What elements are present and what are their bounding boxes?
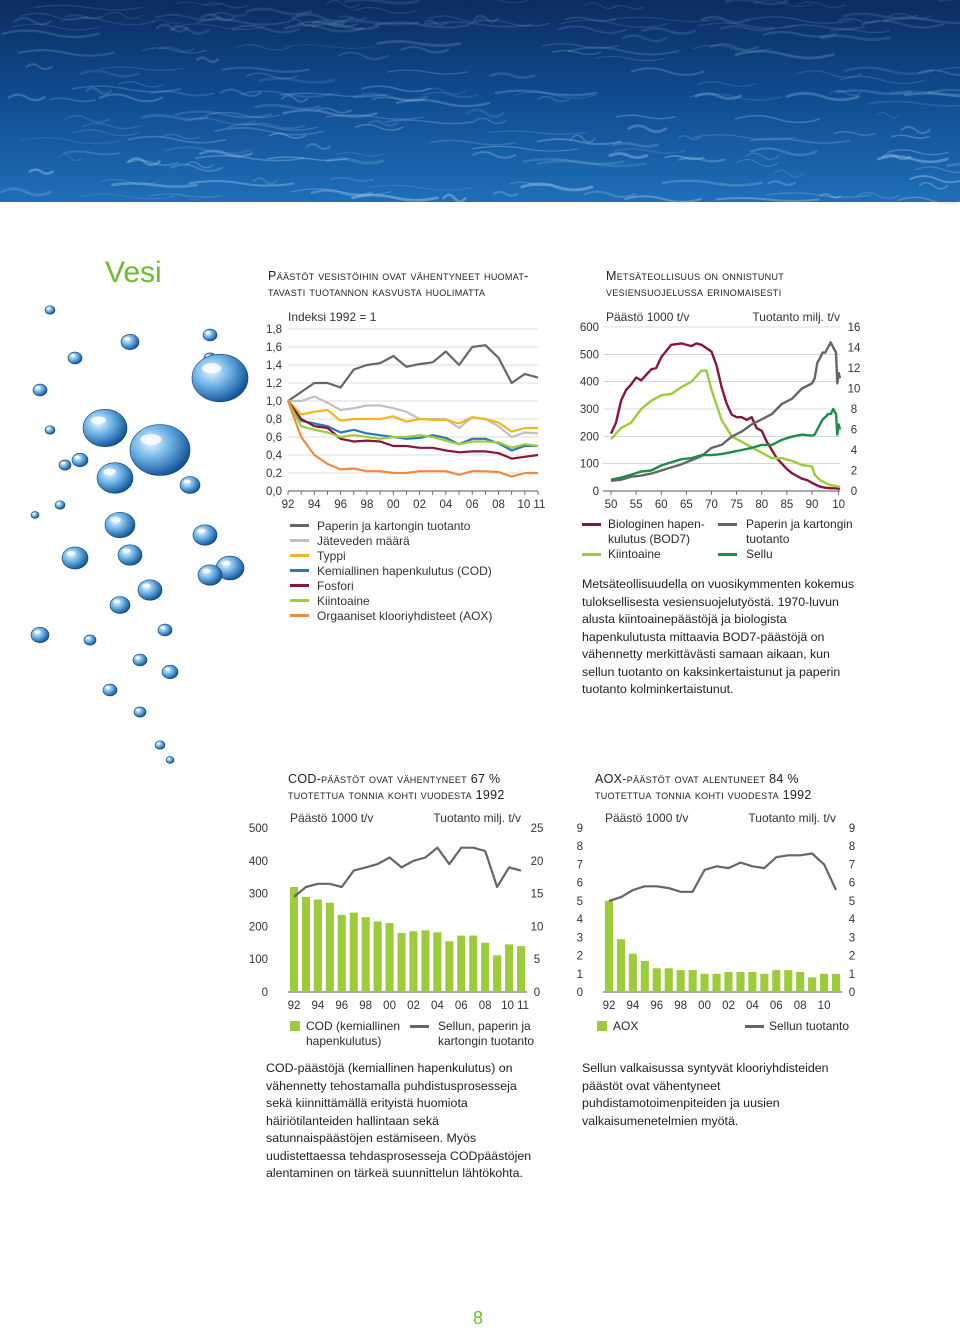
legend-label: kartongin tuotanto bbox=[438, 1034, 535, 1048]
x-tick-label: 94 bbox=[626, 1000, 640, 1012]
legend-swatch bbox=[290, 539, 309, 542]
water-droplet bbox=[192, 354, 248, 402]
aox-chart-title: AOX-päästöt ovat alentuneet 84 % tuotettua tonnia kohti vuodesta 1992 bbox=[595, 772, 812, 802]
series-line bbox=[288, 397, 538, 438]
legend-item bbox=[290, 608, 492, 623]
bar bbox=[386, 923, 394, 992]
right-axis-title: Tuotanto milj. t/v bbox=[433, 811, 521, 825]
x-tick-label: 02 bbox=[413, 499, 426, 511]
y-tick-label: 1,2 bbox=[266, 378, 282, 390]
aox-paragraph: Sellun valkaisussa syntyvät klooriyhdisteiden päästöt ovat vähentyneet puhdistamotoimenpiteiden ja uusien valkaisumenetelmien myötä. bbox=[582, 1061, 829, 1128]
x-tick-label: 75 bbox=[730, 499, 744, 511]
water-droplet bbox=[110, 597, 130, 614]
index-line-chart bbox=[255, 305, 555, 515]
bar bbox=[302, 897, 310, 992]
y-left-tick-label: 6 bbox=[576, 877, 583, 890]
legend-swatch bbox=[290, 614, 309, 617]
bar bbox=[290, 887, 298, 992]
water-droplet bbox=[45, 426, 55, 435]
bar bbox=[338, 915, 346, 992]
sea-photo bbox=[0, 0, 960, 202]
bar bbox=[617, 939, 625, 992]
y-right-tick-label: 10 bbox=[530, 921, 544, 934]
x-tick-label: 94 bbox=[307, 499, 321, 511]
x-tick-label: 85 bbox=[780, 499, 794, 511]
legend-label: kulutus (BOD7) bbox=[608, 532, 691, 546]
legend-label: Fosfori bbox=[317, 578, 354, 593]
y-right-tick-label: 2 bbox=[848, 950, 856, 963]
left-axis-title: Päästö 1000 t/v bbox=[290, 811, 374, 825]
x-tick-label: 10 11 bbox=[517, 499, 546, 511]
x-tick-label: 10 11 bbox=[501, 1000, 530, 1012]
legend-swatch bbox=[597, 1021, 607, 1031]
section-title: Vesi bbox=[105, 256, 162, 289]
left-axis-title: Päästö 1000 t/v bbox=[606, 310, 690, 324]
legend-label: Kemiallinen hapenkulutus (COD) bbox=[317, 563, 492, 578]
bar bbox=[481, 943, 489, 992]
x-tick-label: 02 bbox=[407, 1000, 420, 1012]
bar bbox=[409, 931, 417, 992]
bar bbox=[314, 900, 322, 993]
y-right-tick-label: 4 bbox=[850, 445, 858, 457]
y-right-tick-label: 0 bbox=[848, 987, 856, 999]
water-droplet bbox=[72, 453, 88, 467]
y-tick-label: 0,8 bbox=[266, 414, 282, 426]
y-left-tick-label: 200 bbox=[579, 431, 599, 444]
y-left-tick-label: 100 bbox=[579, 458, 599, 471]
y-left-tick-label: 7 bbox=[576, 859, 583, 872]
y-left-tick-label: 400 bbox=[248, 855, 268, 868]
cod-chart-legend bbox=[290, 1019, 560, 1051]
x-tick-label: 06 bbox=[769, 1000, 783, 1012]
y-right-tick-label: 6 bbox=[850, 424, 858, 437]
y-left-tick-label: 9 bbox=[576, 823, 583, 835]
x-tick-label: 10 bbox=[817, 1000, 831, 1012]
y-left-tick-label: 600 bbox=[579, 322, 599, 334]
legend-swatch bbox=[290, 599, 309, 602]
y-left-tick-label: 300 bbox=[248, 888, 268, 901]
y-tick-label: 1,8 bbox=[266, 324, 282, 336]
water-droplet bbox=[121, 334, 139, 349]
water-droplet bbox=[155, 741, 165, 750]
legend-label: Paperin ja kartongin bbox=[746, 517, 853, 531]
y-right-tick-label: 12 bbox=[847, 363, 861, 375]
legend-label: Orgaaniset klooriyhdisteet (AOX) bbox=[317, 608, 493, 623]
y-tick-label: 0,0 bbox=[266, 486, 282, 498]
legend-item bbox=[290, 518, 492, 533]
x-tick-label: 96 bbox=[334, 499, 348, 511]
x-tick-label: 08 bbox=[492, 499, 505, 511]
water-droplet bbox=[33, 384, 47, 396]
bar bbox=[605, 901, 613, 992]
x-tick-label: 08 bbox=[478, 1000, 492, 1012]
legend-label: Sellun, paperin ja bbox=[438, 1019, 531, 1033]
forest-industry-chart bbox=[570, 305, 870, 515]
legend-label: tuotanto bbox=[746, 532, 790, 546]
y-left-tick-label: 0 bbox=[261, 987, 268, 999]
x-tick-label: 98 bbox=[359, 1000, 373, 1012]
aox-bar-chart bbox=[570, 808, 870, 1013]
forest-chart-legend bbox=[582, 517, 882, 567]
x-tick-label: 04 bbox=[430, 1000, 444, 1012]
y-left-tick-label: 100 bbox=[248, 954, 268, 967]
series-line bbox=[294, 848, 521, 897]
bar bbox=[796, 972, 804, 992]
y-left-tick-label: 0 bbox=[576, 987, 583, 999]
x-tick-label: 60 bbox=[654, 499, 668, 511]
bar bbox=[326, 903, 334, 992]
y-left-tick-label: 8 bbox=[576, 841, 583, 854]
legend-label: Typpi bbox=[317, 548, 346, 563]
y-right-tick-label: 4 bbox=[848, 914, 856, 927]
right-axis-title: Tuotanto milj. t/v bbox=[748, 811, 836, 825]
y-right-tick-label: 25 bbox=[530, 823, 544, 835]
water-droplet bbox=[31, 512, 39, 519]
legend-label: hapenkulutus) bbox=[306, 1034, 382, 1048]
legend-swatch bbox=[410, 1025, 429, 1028]
bar bbox=[629, 954, 637, 992]
legend-swatch bbox=[290, 584, 309, 587]
y-left-tick-label: 1 bbox=[576, 968, 583, 981]
legend-item bbox=[290, 593, 492, 608]
legend-label: Kiintoaine bbox=[317, 593, 370, 608]
water-droplet bbox=[130, 425, 190, 476]
water-droplet bbox=[31, 627, 49, 642]
water-droplet bbox=[84, 635, 96, 645]
x-tick-label: 96 bbox=[335, 1000, 349, 1012]
x-tick-label: 92 bbox=[602, 1000, 616, 1012]
bar bbox=[641, 961, 649, 992]
right-axis-title: Tuotanto milj. t/v bbox=[752, 310, 840, 324]
bar bbox=[505, 944, 513, 992]
water-droplet bbox=[62, 547, 88, 569]
y-left-tick-label: 500 bbox=[248, 823, 268, 835]
y-left-tick-label: 5 bbox=[576, 895, 583, 908]
bar bbox=[457, 936, 465, 992]
water-droplet bbox=[162, 665, 178, 679]
y-right-tick-label: 8 bbox=[850, 404, 858, 416]
legend-item bbox=[290, 548, 492, 563]
x-tick-label: 70 bbox=[705, 499, 718, 511]
y-left-tick-label: 0 bbox=[592, 486, 599, 498]
series-line bbox=[288, 345, 538, 401]
bar bbox=[653, 968, 661, 992]
legend-swatch bbox=[582, 553, 601, 556]
water-droplet bbox=[83, 409, 127, 446]
legend-swatch bbox=[582, 523, 601, 526]
bar bbox=[832, 974, 840, 992]
y-right-tick-label: 15 bbox=[530, 888, 544, 901]
y-axis-title: Indeksi 1992 = 1 bbox=[288, 310, 377, 324]
x-tick-label: 08 bbox=[793, 1000, 807, 1012]
y-right-tick-label: 7 bbox=[848, 859, 856, 872]
bar bbox=[772, 970, 780, 992]
legend-item bbox=[290, 563, 492, 578]
y-right-tick-label: 14 bbox=[847, 342, 861, 355]
x-tick-label: 04 bbox=[439, 499, 453, 511]
water-droplets-decoration bbox=[20, 300, 250, 770]
bar bbox=[677, 970, 685, 992]
x-tick-label: 55 bbox=[629, 499, 643, 511]
bar bbox=[784, 970, 792, 992]
y-right-tick-label: 20 bbox=[530, 855, 544, 868]
y-right-tick-label: 1 bbox=[848, 968, 856, 981]
x-tick-label: 10 bbox=[832, 499, 846, 511]
y-right-tick-label: 2 bbox=[850, 465, 858, 478]
water-droplet bbox=[68, 352, 82, 364]
cod-bar-chart bbox=[248, 808, 555, 1013]
x-tick-label: 00 bbox=[383, 1000, 396, 1012]
y-left-tick-label: 300 bbox=[579, 404, 599, 416]
y-right-tick-label: 6 bbox=[848, 877, 856, 890]
legend-item bbox=[290, 533, 492, 548]
water-droplet bbox=[59, 460, 71, 470]
y-right-tick-label: 8 bbox=[848, 841, 856, 854]
water-droplet bbox=[55, 501, 65, 510]
x-tick-label: 02 bbox=[722, 1000, 735, 1012]
bar bbox=[469, 936, 477, 992]
bar bbox=[701, 974, 709, 992]
x-tick-label: 06 bbox=[465, 499, 479, 511]
x-tick-label: 00 bbox=[386, 499, 400, 511]
y-tick-label: 1,0 bbox=[266, 396, 282, 408]
y-left-tick-label: 2 bbox=[576, 950, 583, 963]
x-tick-label: 96 bbox=[650, 1000, 664, 1012]
forest-paragraph: Metsäteollisuudella on vuosikymmenten kokemus tuloksellisesta vesiensuojelutyöstä. 1970-luvun alusta kiintoainepäästöjä ja biologista hapenkulutusta mittaavia BOD7-päästöjä on vähennetty merkittävästi samaan aikaan, kun sellun tuotanto on kaksinkertaistunut ja paperin tuotanto kolminkertaistunut. bbox=[582, 577, 855, 696]
water-droplet bbox=[103, 684, 117, 696]
aox-chart-legend bbox=[597, 1019, 867, 1037]
legend-swatch bbox=[290, 524, 309, 527]
y-left-tick-label: 3 bbox=[576, 932, 583, 945]
water-droplet bbox=[45, 306, 55, 315]
legend-label: Jäteveden määrä bbox=[317, 533, 410, 548]
y-left-tick-label: 200 bbox=[248, 921, 268, 934]
legend-label: Sellun tuotanto bbox=[769, 1019, 850, 1033]
page-number: 8 bbox=[473, 1308, 484, 1328]
bar bbox=[760, 974, 768, 992]
bar bbox=[724, 972, 732, 992]
legend-label: COD (kemiallinen bbox=[306, 1019, 401, 1033]
water-droplet bbox=[198, 565, 222, 585]
y-right-tick-label: 0 bbox=[850, 486, 858, 498]
cod-paragraph: COD-päästöjä (kemiallinen hapenkulutus) on vähennetty tehostamalla puhdistusprosesseja sekä kiinnittämällä erityistä huomiota häiriötilanteiden hallintaan sekä satunnaispäästöjen estämiseen. Myös uudistettaessa tehdasprosesseja CODpäästöjen alentaminen on tärkeä suunnittelun lähtökohta. bbox=[266, 1061, 532, 1180]
series-line bbox=[611, 343, 840, 488]
y-right-tick-label: 16 bbox=[847, 322, 861, 334]
bar bbox=[736, 972, 744, 992]
water-droplet bbox=[97, 463, 133, 494]
bar bbox=[421, 930, 429, 992]
legend-label: Kiintoaine bbox=[608, 547, 661, 561]
bar bbox=[713, 974, 721, 992]
forest-chart-title: Metsäteollisuus on onnistunut vesiensuojelussa erinomaisesti bbox=[606, 269, 785, 299]
legend-swatch bbox=[718, 553, 737, 556]
water-droplet bbox=[203, 329, 217, 341]
legend-swatch bbox=[718, 523, 737, 526]
y-left-tick-label: 500 bbox=[579, 349, 599, 362]
y-right-tick-label: 5 bbox=[533, 954, 541, 967]
water-droplet bbox=[193, 525, 217, 545]
bar bbox=[665, 968, 673, 992]
left-axis-title: Päästö 1000 t/v bbox=[605, 811, 689, 825]
water-droplet bbox=[180, 477, 200, 494]
bar bbox=[517, 946, 525, 992]
bar bbox=[350, 913, 358, 992]
x-tick-label: 98 bbox=[360, 499, 374, 511]
legend-label: Biologinen hapen- bbox=[608, 517, 705, 531]
series-line bbox=[611, 409, 840, 480]
series-line bbox=[611, 371, 840, 487]
legend-swatch bbox=[745, 1025, 764, 1028]
water-droplet bbox=[133, 654, 147, 666]
y-tick-label: 0,6 bbox=[266, 432, 282, 444]
water-droplet bbox=[138, 580, 162, 600]
y-tick-label: 0,4 bbox=[266, 450, 282, 462]
legend-label: Sellu bbox=[746, 547, 773, 561]
y-tick-label: 1,6 bbox=[266, 342, 282, 354]
bar bbox=[362, 917, 370, 992]
x-tick-label: 06 bbox=[454, 1000, 468, 1012]
water-droplet bbox=[105, 512, 135, 538]
bar bbox=[493, 955, 501, 992]
legend-label: AOX bbox=[613, 1019, 639, 1033]
bar bbox=[374, 922, 382, 993]
series-line bbox=[609, 854, 836, 901]
y-right-tick-label: 5 bbox=[848, 895, 856, 908]
bar bbox=[689, 970, 697, 992]
bar bbox=[748, 972, 756, 992]
water-droplet bbox=[166, 757, 174, 764]
y-right-tick-label: 3 bbox=[848, 932, 856, 945]
index-chart-legend bbox=[290, 518, 492, 623]
y-right-tick-label: 0 bbox=[533, 987, 541, 999]
bar bbox=[820, 974, 828, 992]
y-left-tick-label: 4 bbox=[576, 914, 583, 927]
bar bbox=[433, 932, 441, 992]
y-tick-label: 1,4 bbox=[266, 360, 282, 372]
x-tick-label: 94 bbox=[311, 1000, 325, 1012]
bar bbox=[445, 941, 453, 992]
legend-swatch bbox=[290, 554, 309, 557]
bar bbox=[398, 933, 406, 992]
legend-swatch bbox=[290, 569, 309, 572]
y-tick-label: 0,2 bbox=[266, 468, 282, 480]
x-tick-label: 00 bbox=[698, 1000, 711, 1012]
y-right-tick-label: 10 bbox=[847, 383, 861, 396]
x-tick-label: 98 bbox=[674, 1000, 688, 1012]
water-droplet bbox=[118, 545, 142, 565]
x-tick-label: 80 bbox=[755, 499, 769, 511]
x-tick-label: 90 bbox=[805, 499, 819, 511]
y-right-tick-label: 9 bbox=[848, 823, 856, 835]
y-left-tick-label: 400 bbox=[579, 376, 599, 389]
series-line bbox=[611, 342, 840, 480]
x-tick-label: 65 bbox=[679, 499, 693, 511]
x-tick-label: 92 bbox=[281, 499, 295, 511]
bar bbox=[808, 977, 816, 992]
x-tick-label: 04 bbox=[745, 1000, 759, 1012]
x-tick-label: 92 bbox=[287, 1000, 301, 1012]
index-chart-title: Päästöt vesistöihin ovat vähentyneet huomat- tavasti tuotannon kasvusta huolimatta bbox=[268, 269, 529, 299]
legend-swatch bbox=[290, 1021, 300, 1031]
water-droplet bbox=[134, 707, 146, 717]
legend-label: Paperin ja kartongin tuotanto bbox=[317, 518, 471, 533]
legend-item bbox=[290, 578, 492, 593]
x-tick-label: 50 bbox=[604, 499, 618, 511]
cod-chart-title: COD-päästöt ovat vähentyneet 67 % tuotettua tonnia kohti vuodesta 1992 bbox=[288, 772, 505, 802]
water-droplet bbox=[158, 624, 172, 636]
